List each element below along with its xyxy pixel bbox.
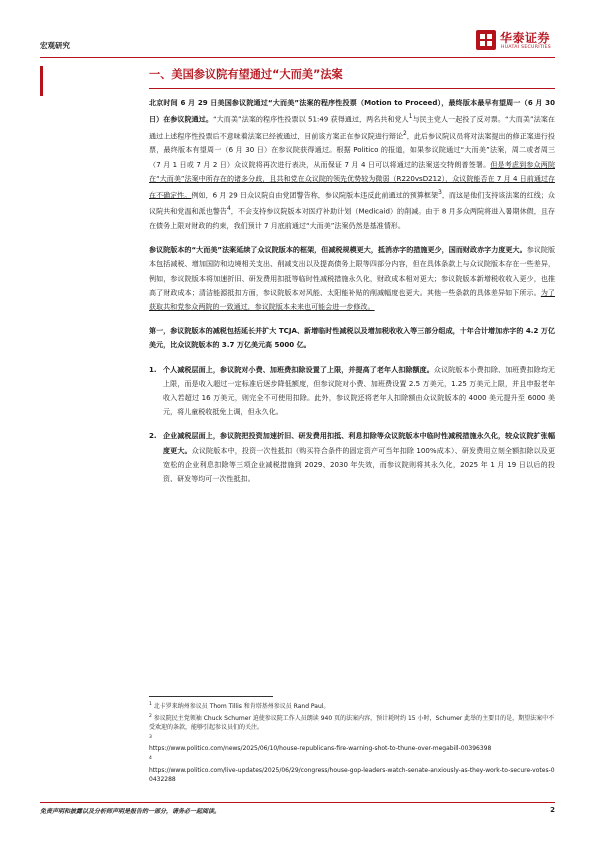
footnote-text: 北卡罗来纳州参议员 Thom Tillis 和肯塔基州参议员 Rand Paul。: [153, 703, 330, 710]
numbered-item-1: [149, 363, 555, 420]
paragraph-1-body-6: ，不会支持参议院版本对医疗补助计划（Medicaid）的削减。由于 8 月多众两院将进入暑期休假，且存在债务上限对财政的约束，我们预计 7 月底前通过“大而美”法案仍然是基准情形。: [149, 206, 555, 230]
footer-divider: [40, 802, 555, 803]
footnotes: [149, 700, 555, 785]
footnote-ref-1[interactable]: 1: [408, 114, 413, 121]
item-1-text: [163, 363, 555, 420]
paragraph-1: [149, 96, 555, 233]
report-category: 宏观研究: [40, 41, 70, 50]
footnote-mark: 1: [149, 702, 152, 707]
item-2-body: 众议院版本中，投资一次性抵扣（购买符合条件的固定资产可当年扣除 100%成本）、研发费用立刻全额扣除以及更宽松的企业利息扣除等三项企业减税措施到 2029、2030 年失效，而参议院则将其永久化，2025 年 1 月 19 日以后的投资、研发等均可一次性抵扣。: [163, 445, 555, 484]
footnote-text: 参议院民主党领袖 Chuck Schumer 迫使参议院工作人员朗读 940 页的法案内容，预计耗时约 15 小时，Schumer 此举的主要目的是，期望法案中不受欢迎的条款，能够引起参议员们的关注。: [149, 714, 555, 732]
paragraph-1-body: “大而美”法案的程序性投票以 51:49 获得通过，两名共和党人: [212, 114, 409, 124]
page-number: 2: [550, 806, 555, 814]
footnote-3: [149, 733, 555, 754]
numbered-item-2: [149, 429, 555, 486]
footnote-link[interactable]: https://www.politico.com/live-updates/2025/06/29/congress/house-gop-leaders-watch-senate-anxiously-as-they-work-to-secure-votes-00432288: [149, 766, 555, 784]
paragraph-1-lead: 北京时间 6 月 29 日美国参议院通过“大而美”法案的程序性投票（Motion to Proceed），最终版本最早有望周一（6 月 30 日）在参议院通过。: [149, 98, 555, 124]
footnote-ref-4[interactable]: 4: [227, 206, 231, 213]
item-number: 2.: [149, 431, 157, 441]
paragraph-1-underlined: 但是考虑到参众两院在“大而美”法案中所存在的诸多分歧，且共和党在众议院的领先优势较为微弱（R220vsD212），众议院能否在 7 月 4 日前通过存在不确定性。: [149, 159, 555, 200]
item-number: 1.: [149, 364, 157, 374]
item-2-lead: 企业减税层面上，参议院把投资加速折旧、研发费用扣抵、利息扣除等众议院版本中临时性减税措施永久化，较众议院扩张幅度更大。: [163, 431, 555, 455]
paragraph-1-body-4: 例如，6 月 29 日众议院自由党团警告称，参议院版本违反此前通过的预算框架: [191, 190, 439, 200]
paragraph-2: [149, 243, 555, 314]
paragraph-1-body-3: ，此后参议院议员将对法案提出的修正案进行投票，最终版本有望周一（6 月 30 日）在参议院获得通过。根据 Politico 的报道，如果参议院通过“大而美”法案，周二或者周三（7 月 1 日或 7 月 2 日）众议院将再次进行表决，从而保证 7 月 4 日可以将通过的法案送交特朗普签署。: [149, 131, 555, 169]
paragraph-3-lead: 第一，参议院版本的减税包括延长并扩大 TCJA、新增临时性减税以及增加税收收入等三部分组成，十年合计增加赤字的 4.2 万亿美元，比众议院版本的 3.7 万亿美元高 5000 亿。: [149, 326, 555, 350]
paragraph-2-body: 参议院版本包括减税、增加国防和边境相关支出、削减支出以及提高债务上限等四部分内容，但在具体条款上与众议院版本存在一些差异，例如，参议院版本将加速折旧、研发费用扣抵等临时性减税措施永久化，财政成本相对更大；参议院版本新增税收收入更少，也推高了财政成本；清洁能源抵扣方面，参议院版本对风能、太阳能补贴的削减幅度也更大。其他一些条款的具体差异如下所示。: [149, 245, 555, 297]
header-divider: [40, 57, 555, 58]
paragraph-1-body-5: ，而这是他们支持该法案的红线；众议院共和党温和派也警告: [149, 190, 555, 216]
item-2-text: [163, 429, 555, 486]
footnote-link[interactable]: https://www.politico.com/news/2025/06/10/house-republicans-fire-warning-shot-to-thune-over-megabill-00396398: [149, 745, 492, 753]
brand-mark-icon: [476, 30, 496, 50]
paragraph-1-body-2: 与民主党人一起投了反对票。“大而美”法案在通过上述程序性投票后不意味着法案已经被通过，目前该方案正在参议院进行辩论: [149, 114, 555, 141]
footnote-2: [149, 712, 555, 733]
footnote-1: [149, 700, 555, 712]
footnote-ref-2[interactable]: 2: [403, 130, 407, 137]
footnote-mark: 4: [149, 755, 152, 761]
section-title: 一、美国参议院有望通过“大而美”法案: [149, 68, 343, 81]
section-title-rule: [149, 88, 555, 89]
section-accent-bar: [40, 66, 43, 96]
main-content: [149, 67, 555, 496]
footnote-mark: 2: [149, 713, 152, 719]
brand-name-cn: 华泰证券: [500, 31, 551, 45]
item-1-body: 众议院版本小费扣除、加班费扣除均无上限，而是收入超过一定标准后逐步降低额度，但参议院对小费、加班费设置 2.5 万美元，1.25 万美元上限，并且申报老年收入若超过 16 万美元，则完全不可使用扣除。此外，参议院还将老年人扣除额由众议院版本的 4000 美元提升至 6000 美元，将儿童税收抵免上调，但永久化。: [163, 364, 555, 417]
paragraph-3: [149, 324, 555, 352]
brand-name-en: HUATAI SECURITIES: [501, 45, 552, 50]
item-1-lead: 个人减税层面上，参议院对小费、加班费扣除设置了上限，并提高了老年人扣除额度。: [163, 364, 434, 374]
paragraph-2-lead: 参议院版本的“大而美”法案延续了众议院版本的框架，但减税规模更大，抵消赤字的措施更少，国而财政赤字力度更大。: [149, 245, 527, 255]
brand-logo: [476, 29, 562, 53]
footer-disclaimer: 免责声明和披露以及分析师声明是报告的一部分，请务必一起阅读。: [40, 808, 221, 815]
footnote-divider: [149, 696, 273, 697]
footnote-ref-3[interactable]: 3: [438, 189, 442, 196]
footnote-mark: 3: [149, 734, 152, 740]
footnote-4: [149, 754, 555, 785]
paragraph-2-underlined: 为了获取共和党参众两院的一致通过，参议院版本未来也可能会进一步修改。: [149, 287, 555, 312]
